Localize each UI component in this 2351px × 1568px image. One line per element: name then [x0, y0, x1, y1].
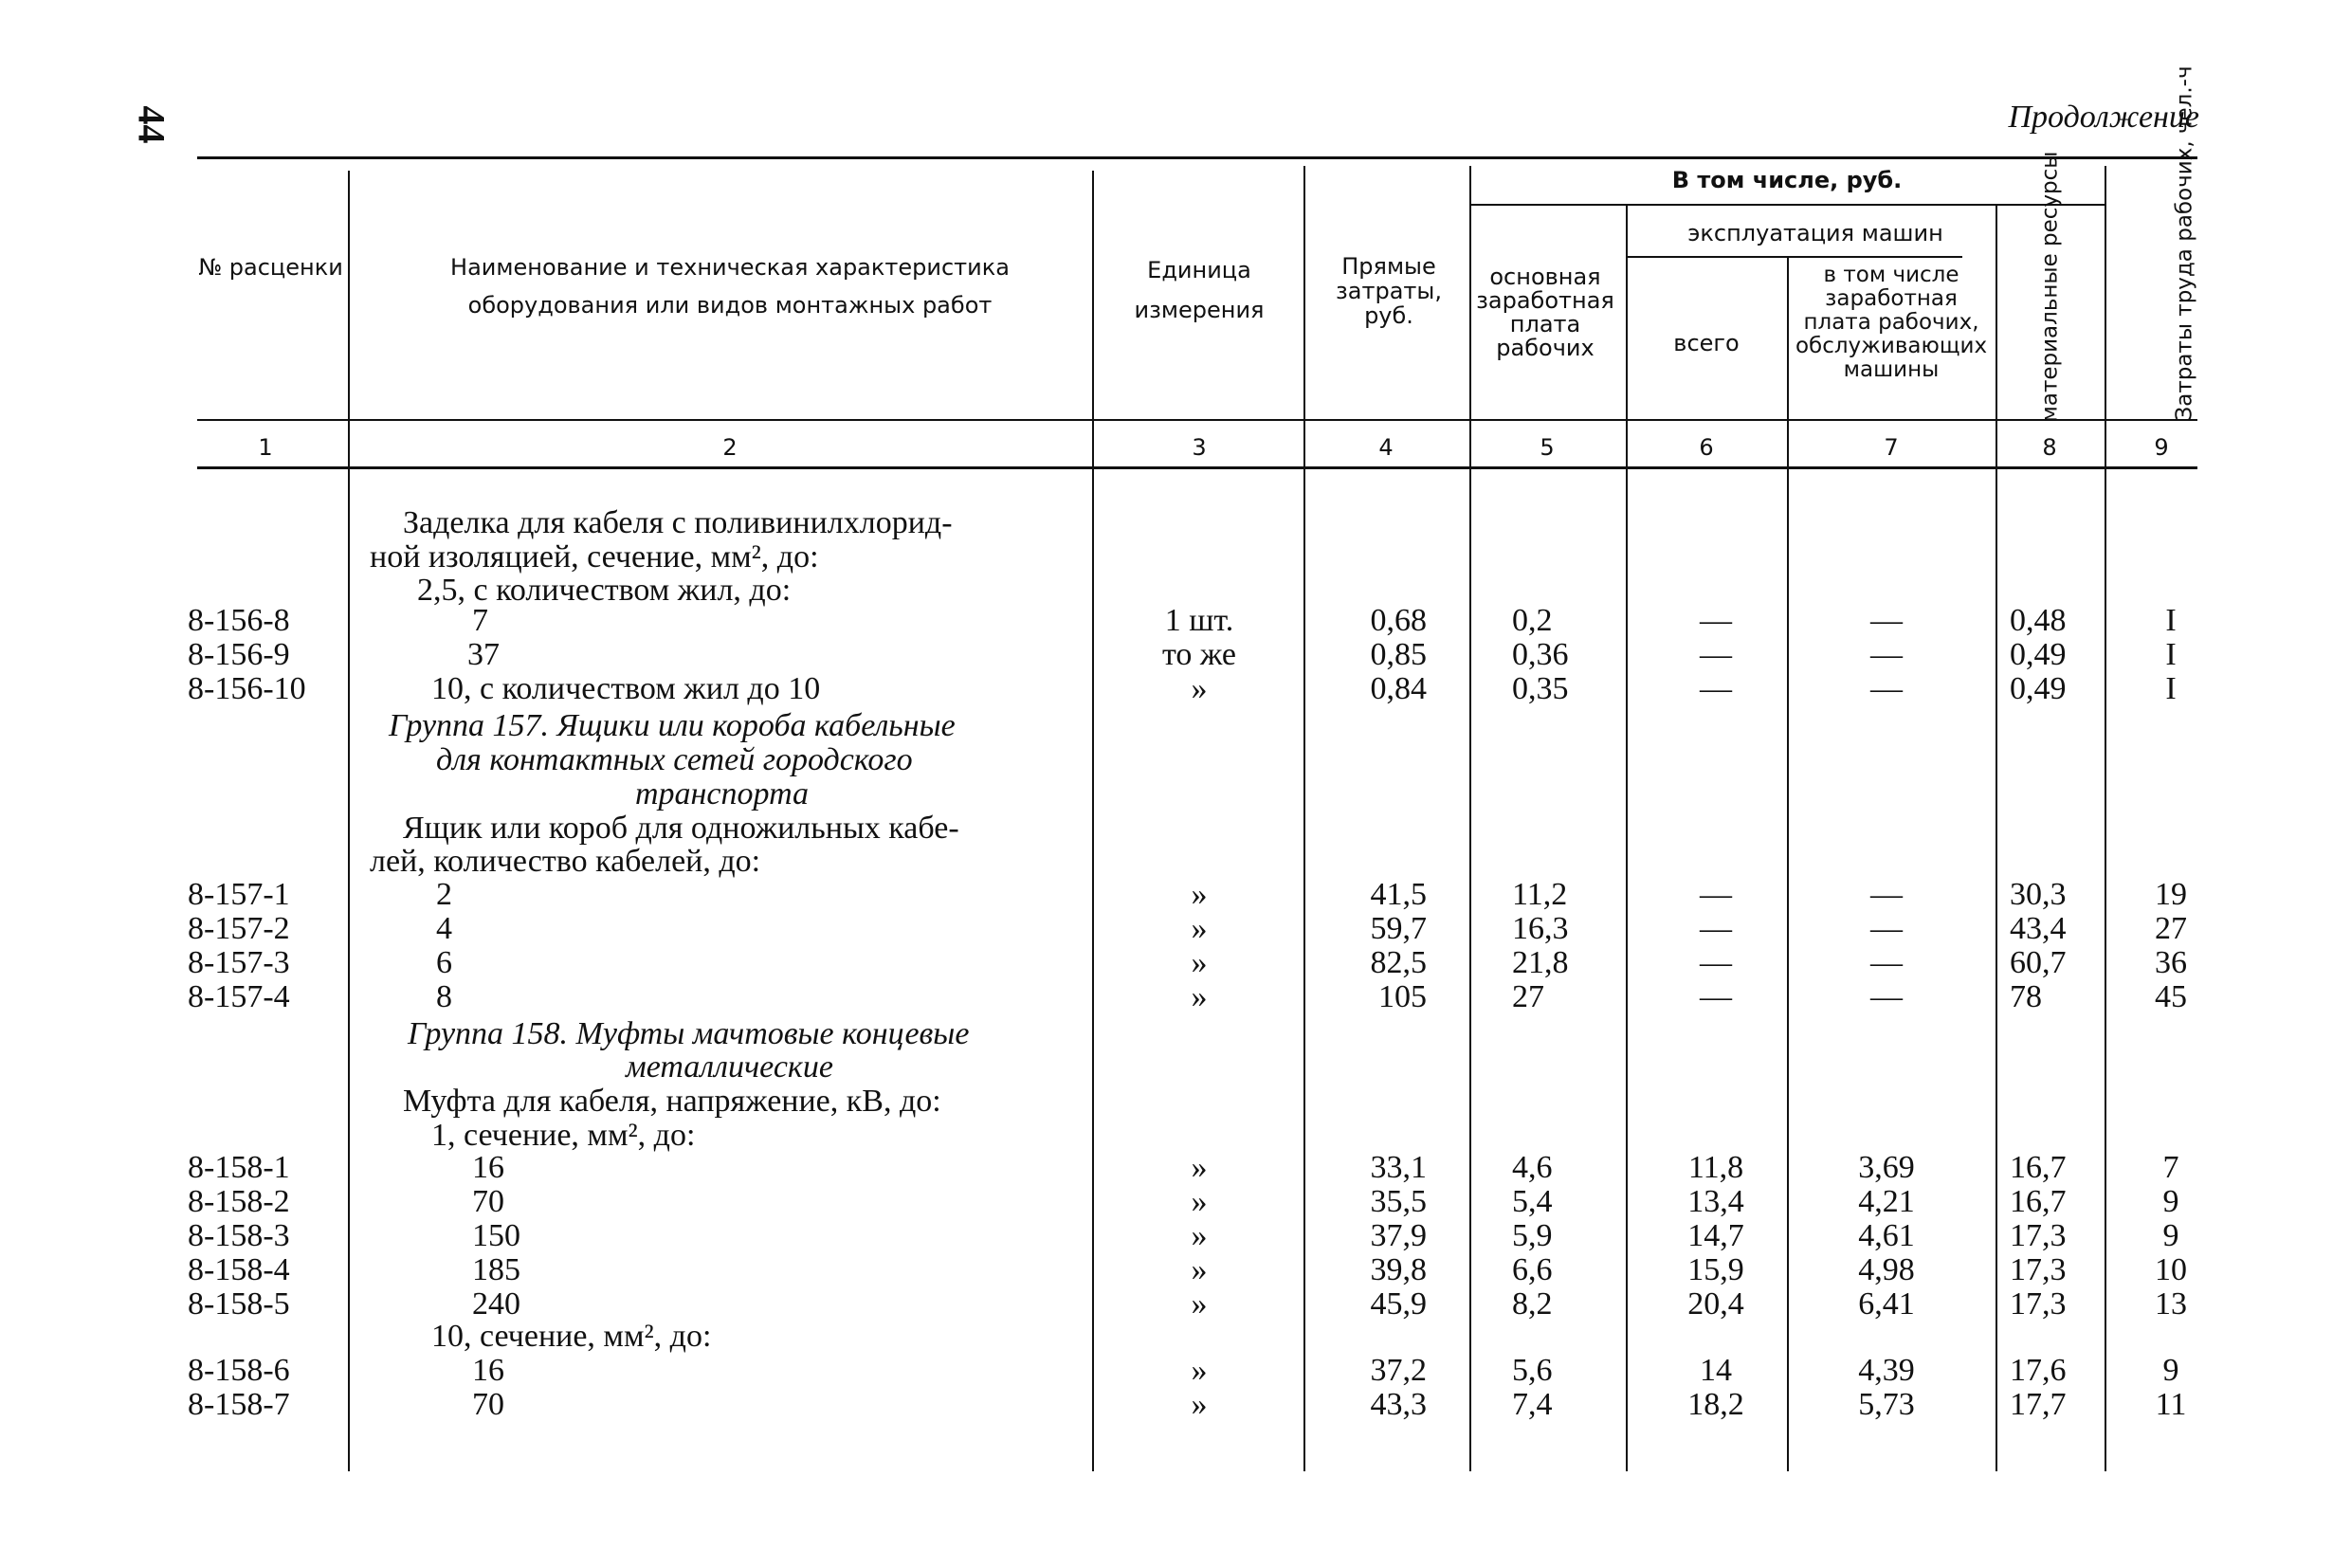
row-machines-total: —	[1700, 945, 1732, 980]
header-including: В том числе, руб.	[1671, 167, 1903, 193]
row-labor: 45	[2155, 979, 2187, 1014]
header-direct: Прямые затраты, руб.	[1336, 253, 1442, 329]
machines-rule	[1626, 256, 1962, 258]
row-machines-wage: 4,61	[1858, 1218, 1915, 1253]
header-labor: Затраты труда рабочих, чел.-ч	[2172, 65, 2197, 421]
row-materials: 0,49	[2010, 671, 2067, 706]
row-machines-total: 18,2	[1687, 1387, 1744, 1422]
row-code: 8-158-6	[188, 1353, 290, 1388]
header-wage: основная заработная плата рабочих	[1476, 264, 1614, 361]
table-row	[0, 638, 2351, 672]
row-code: 8-158-4	[188, 1252, 290, 1287]
row-unit: »	[1191, 945, 1208, 980]
page-number: 44	[130, 105, 173, 144]
body-text: ной изоляцией, сечение, мм², до:	[370, 539, 819, 574]
row-unit: »	[1191, 1252, 1208, 1287]
row-machines-wage: 3,69	[1858, 1150, 1915, 1185]
row-code: 8-157-2	[188, 911, 290, 946]
row-code: 8-157-3	[188, 945, 290, 980]
row-direct: 105	[1378, 979, 1427, 1014]
row-materials: 0,49	[2010, 637, 2067, 672]
row-direct: 35,5	[1370, 1184, 1427, 1219]
group-heading: Группа 158. Муфты мачтовые концевые	[408, 1016, 970, 1051]
row-direct: 82,5	[1370, 945, 1427, 980]
row-machines-wage: —	[1870, 671, 1903, 706]
including-rule	[1469, 204, 2105, 206]
row-materials: 30,3	[2010, 877, 2067, 912]
header-machines-wage: в том числе заработная плата рабочих, обслуживающих машины	[1795, 263, 1988, 382]
row-wage: 5,9	[1512, 1218, 1553, 1253]
row-machines-total: 20,4	[1687, 1286, 1744, 1322]
row-machines-total: 14	[1700, 1353, 1732, 1388]
row-machines-total: —	[1700, 911, 1732, 946]
row-unit: »	[1191, 1353, 1208, 1388]
row-machines-wage: —	[1870, 637, 1903, 672]
row-direct: 37,9	[1370, 1218, 1427, 1253]
row-machines-wage: 6,41	[1858, 1286, 1915, 1322]
row-code: 8-156-8	[188, 603, 290, 638]
row-machines-wage: 4,98	[1858, 1252, 1915, 1287]
header-machines: эксплуатация машин	[1687, 220, 1943, 246]
row-wage: 8,2	[1512, 1286, 1553, 1322]
row-machines-total: 11,8	[1687, 1150, 1744, 1185]
row-direct: 45,9	[1370, 1286, 1427, 1322]
row-unit: »	[1191, 1150, 1208, 1185]
group-heading: транспорта	[635, 776, 810, 811]
row-code: 8-158-2	[188, 1184, 290, 1219]
row-direct: 41,5	[1370, 877, 1427, 912]
row-materials: 0,48	[2010, 603, 2067, 638]
table-row	[0, 1287, 2351, 1322]
column-number: 7	[1884, 434, 1899, 461]
header-materials: материальные ресурсы	[2037, 151, 2063, 423]
row-name: 16	[472, 1353, 504, 1388]
header-bottom-rule	[197, 419, 2197, 421]
row-name: 240	[472, 1286, 520, 1322]
row-direct: 39,8	[1370, 1252, 1427, 1287]
row-labor: 9	[2162, 1184, 2179, 1219]
row-wage: 0,2	[1512, 603, 1553, 638]
column-number: 5	[1540, 434, 1555, 461]
column-number: 4	[1378, 434, 1394, 461]
row-name: 4	[436, 911, 452, 946]
row-name: 70	[472, 1387, 504, 1422]
row-name: 37	[467, 637, 500, 672]
row-labor: 10	[2155, 1252, 2187, 1287]
row-labor: 36	[2155, 945, 2187, 980]
row-name: 16	[472, 1150, 504, 1185]
row-materials: 17,6	[2010, 1353, 2067, 1388]
row-name: 185	[472, 1252, 520, 1287]
row-machines-total: —	[1700, 877, 1732, 912]
continuation-label: Продолжение	[2008, 100, 2199, 135]
row-labor: 13	[2155, 1286, 2187, 1322]
row-direct: 37,2	[1370, 1353, 1427, 1388]
row-labor: 9	[2162, 1353, 2179, 1388]
row-direct: 43,3	[1370, 1387, 1427, 1422]
row-name: 2	[436, 877, 452, 912]
table-row	[0, 912, 2351, 946]
row-wage: 7,4	[1512, 1387, 1553, 1422]
row-wage: 0,35	[1512, 671, 1569, 706]
row-machines-total: —	[1700, 979, 1732, 1014]
header-unit: Единица измерения	[1134, 257, 1265, 323]
row-machines-wage: —	[1870, 945, 1903, 980]
row-direct: 33,1	[1370, 1150, 1427, 1185]
table-row	[0, 980, 2351, 1014]
row-machines-wage: 4,21	[1858, 1184, 1915, 1219]
row-wage: 5,6	[1512, 1353, 1553, 1388]
row-direct: 0,84	[1370, 671, 1427, 706]
row-machines-total: 14,7	[1687, 1218, 1744, 1253]
table-row	[0, 672, 2351, 706]
row-direct: 0,85	[1370, 637, 1427, 672]
row-machines-wage: —	[1870, 603, 1903, 638]
row-code: 8-158-3	[188, 1218, 290, 1253]
row-unit: »	[1191, 1387, 1208, 1422]
row-name: 6	[436, 945, 452, 980]
row-machines-total: —	[1700, 637, 1732, 672]
row-code: 8-157-4	[188, 979, 290, 1014]
row-code: 8-156-9	[188, 637, 290, 672]
row-materials: 17,3	[2010, 1286, 2067, 1322]
row-wage: 11,2	[1512, 877, 1568, 912]
body-text: Ящик или короб для одножильных кабе-	[403, 811, 959, 846]
body-text: лей, количество кабелей, до:	[370, 844, 761, 879]
body-text: 1, сечение, мм², до:	[431, 1118, 696, 1153]
row-machines-wage: 4,39	[1858, 1353, 1915, 1388]
table-row	[0, 1253, 2351, 1287]
column-number: 2	[722, 434, 738, 461]
group-heading: для контактных сетей городского	[436, 742, 913, 777]
row-name: 7	[472, 603, 488, 638]
row-name: 70	[472, 1184, 504, 1219]
row-wage: 6,6	[1512, 1252, 1553, 1287]
row-direct: 0,68	[1370, 603, 1427, 638]
row-materials: 16,7	[2010, 1184, 2067, 1219]
row-labor: 7	[2162, 1150, 2179, 1185]
table-row	[0, 946, 2351, 980]
header-code: № расценки	[198, 254, 343, 281]
row-code: 8-158-7	[188, 1387, 290, 1422]
row-code: 8-158-1	[188, 1150, 290, 1185]
table-row	[0, 1185, 2351, 1219]
row-unit: »	[1191, 1218, 1208, 1253]
row-machines-total: 15,9	[1687, 1252, 1744, 1287]
row-labor: 19	[2155, 877, 2187, 912]
body-text: Заделка для кабеля с поливинилхлорид-	[403, 505, 953, 540]
row-wage: 0,36	[1512, 637, 1569, 672]
row-unit: 1 шт.	[1164, 603, 1234, 638]
row-machines-wage: 5,73	[1858, 1387, 1915, 1422]
table-row	[0, 878, 2351, 912]
row-unit: »	[1191, 911, 1208, 946]
row-materials: 17,3	[2010, 1218, 2067, 1253]
row-machines-wage: —	[1870, 911, 1903, 946]
body-text: 2,5, с количеством жил, до:	[417, 573, 792, 608]
row-wage: 27	[1512, 979, 1544, 1014]
column-number: 8	[2042, 434, 2057, 461]
row-wage: 5,4	[1512, 1184, 1553, 1219]
header-machines-total: всего	[1673, 330, 1740, 356]
row-wage: 4,6	[1512, 1150, 1553, 1185]
row-direct: 59,7	[1370, 911, 1427, 946]
row-unit: »	[1191, 1286, 1208, 1322]
table-row	[0, 1388, 2351, 1422]
table-row	[0, 1151, 2351, 1185]
column-number: 6	[1699, 434, 1714, 461]
row-machines-total: —	[1700, 603, 1732, 638]
row-unit: »	[1191, 877, 1208, 912]
row-unit: »	[1191, 979, 1208, 1014]
table-top-rule	[197, 156, 2197, 159]
column-number: 9	[2154, 434, 2169, 461]
row-wage: 21,8	[1512, 945, 1569, 980]
row-wage: 16,3	[1512, 911, 1569, 946]
row-materials: 78	[2010, 979, 2042, 1014]
row-materials: 43,4	[2010, 911, 2067, 946]
row-labor: I	[2165, 603, 2177, 638]
row-labor: 27	[2155, 911, 2187, 946]
row-materials: 17,7	[2010, 1387, 2067, 1422]
group-heading: металлические	[626, 1049, 833, 1085]
row-materials: 17,3	[2010, 1252, 2067, 1287]
row-name: 150	[472, 1218, 520, 1253]
row-unit: то же	[1161, 637, 1237, 672]
row-unit: »	[1191, 671, 1208, 706]
table-row	[0, 604, 2351, 638]
table-row	[0, 1354, 2351, 1388]
row-machines-wage: —	[1870, 877, 1903, 912]
body-text: Муфта для кабеля, напряжение, кВ, до:	[403, 1084, 941, 1119]
row-machines-total: 13,4	[1687, 1184, 1744, 1219]
row-name: 10, с количеством жил до 10	[431, 671, 821, 706]
header-name: Наименование и техническая характеристика оборудования или видов монтажных работ	[450, 254, 1010, 319]
row-labor: I	[2165, 637, 2177, 672]
row-name: 8	[436, 979, 452, 1014]
row-labor: 11	[2155, 1387, 2187, 1422]
row-machines-total: —	[1700, 671, 1732, 706]
row-code: 8-156-10	[188, 671, 306, 706]
row-labor: 9	[2162, 1218, 2179, 1253]
column-number: 3	[1192, 434, 1207, 461]
row-unit: »	[1191, 1184, 1208, 1219]
row-materials: 60,7	[2010, 945, 2067, 980]
column-numbers-rule	[197, 466, 2197, 469]
row-code: 8-157-1	[188, 877, 290, 912]
row-code: 8-158-5	[188, 1286, 290, 1322]
table-row	[0, 1219, 2351, 1253]
row-labor: I	[2165, 671, 2177, 706]
group-heading: Группа 157. Ящики или короба кабельные	[389, 708, 956, 743]
column-number: 1	[258, 434, 273, 461]
body-text: 10, сечение, мм², до:	[431, 1319, 712, 1354]
row-machines-wage: —	[1870, 979, 1903, 1014]
row-materials: 16,7	[2010, 1150, 2067, 1185]
